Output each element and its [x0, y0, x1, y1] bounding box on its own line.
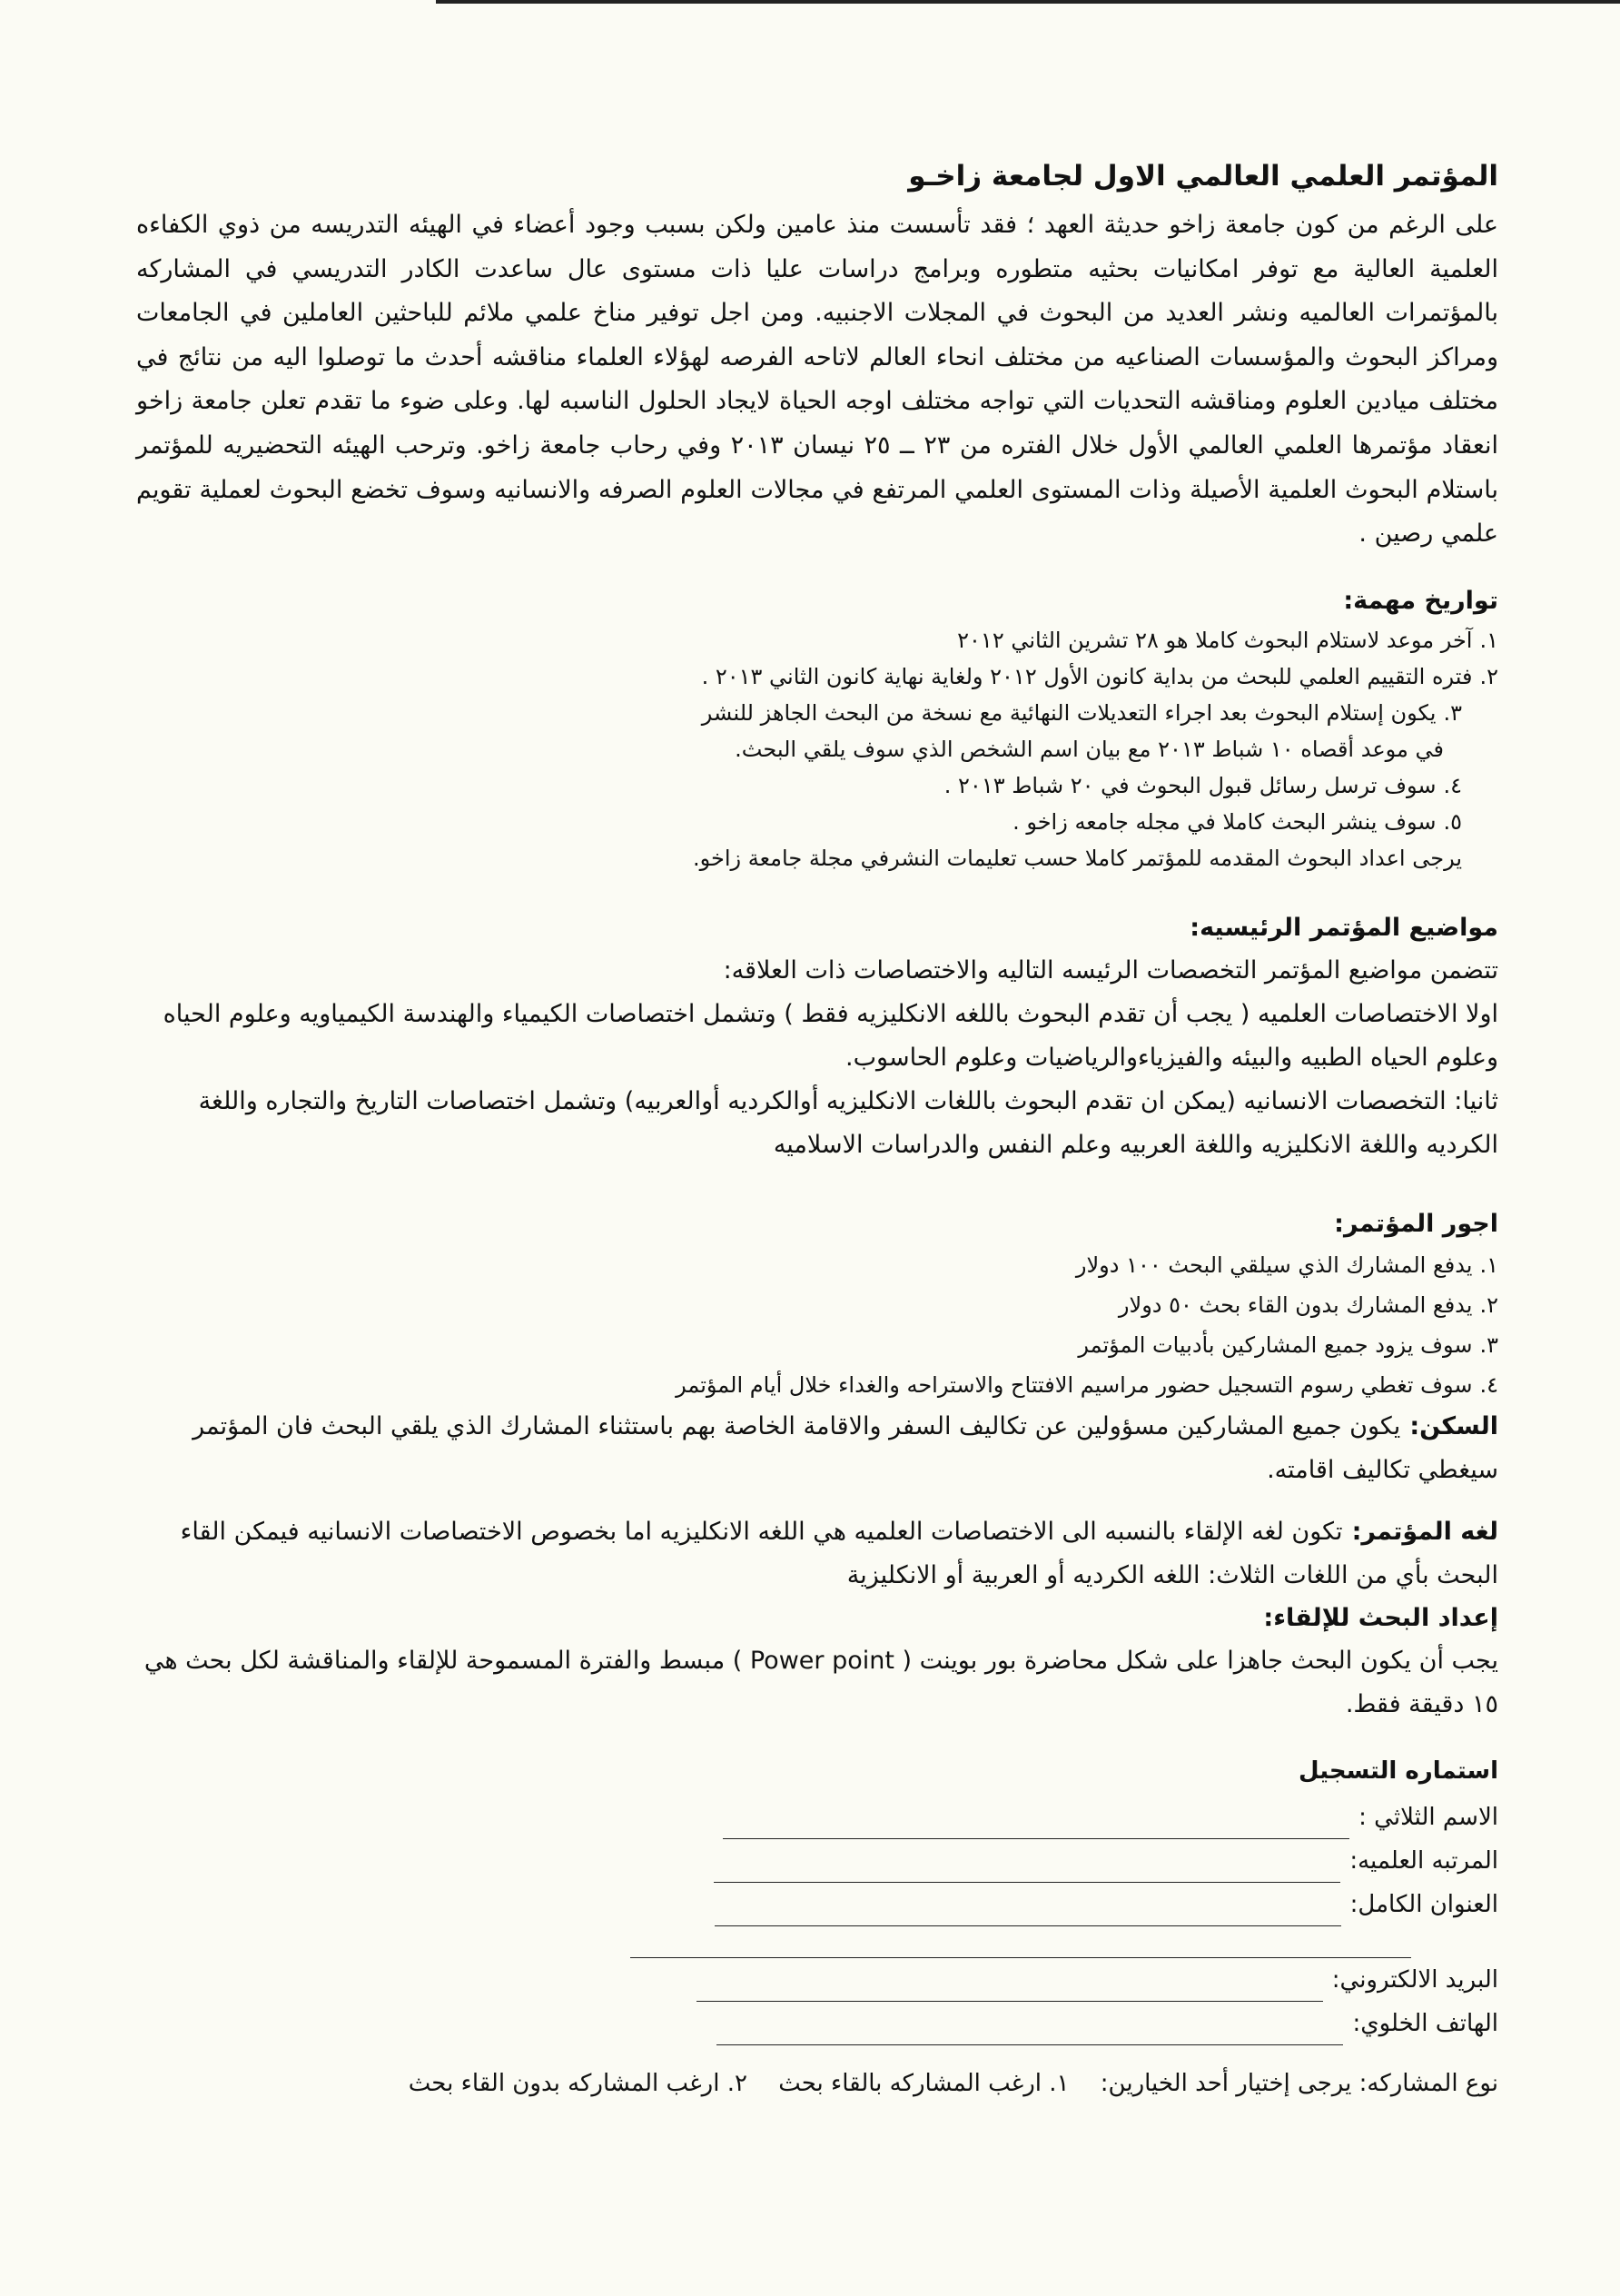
list-item: ٢.فتره التقييم العلمي للبحث من بداية كانون الأول ٢٠١٢ ولغاية نهاية كانون الثاني ٢٠١٣ . — [701, 663, 1498, 689]
name-row — [136, 1796, 1498, 1839]
topics-second: ثانيا: التخصصات الانسانيه (يمكن ان تقدم البحوث باللغات الانكليزيه أوالكرديه أوالعربيه) وتشمل اختصاصات التاريخ والتجاره واللغة الكرديه واللغة الانكليزيه واللغة العربيه وعلم النفس والدراسات الاسلاميه — [198, 1086, 1498, 1159]
participation-option-2[interactable]: ٢. ارغب المشاركه بدون القاء بحث — [408, 2069, 747, 2097]
list-item: ٤.سوف ترسل رسائل قبول البحوث في ٢٠ شباط ٢٠١٣ . — [943, 772, 1462, 798]
phone-field[interactable] — [716, 2014, 1343, 2045]
list-item-continuation: في موعد أقصاه ١٠ شباط ٢٠١٣ مع بيان اسم الشخص الذي سوف يلقي البحث. — [735, 736, 1444, 762]
list-item: ٣.سوف يزود جميع المشاركين بأدبيات المؤتمر — [1078, 1331, 1498, 1358]
preparation-text: يجب أن يكون البحث جاهزا على شكل محاضرة بور بوينت ( Power point ) مبسط والفترة المسموحة للإلقاء والمناقشة لكل بحث هي ١٥ دقيقة فقط. — [143, 1646, 1498, 1718]
form-heading: استماره التسجيل — [1299, 1757, 1498, 1785]
preparation-heading: إعداد البحث للإلقاء: — [1263, 1603, 1498, 1632]
address-field-line-2[interactable] — [630, 1926, 1411, 1958]
email-label: البريد الالكتروني: — [1331, 1965, 1498, 1994]
page-title: المؤتمر العلمي العالمي الاول لجامعة زاخـو — [908, 160, 1498, 193]
list-item: ٣.يكون إستلام البحوث بعد اجراء التعديلات النهائية مع نسخة من البحث الجاهز للنشر — [701, 699, 1462, 726]
name-field[interactable] — [723, 1807, 1349, 1839]
list-item: ١.يدفع المشارك الذي سيلقي البحث ١٠٠ دولار — [1075, 1252, 1498, 1278]
list-item: ٥.سوف ينشر البحث كاملا في مجله جامعه زاخو . — [1012, 808, 1462, 835]
address-field[interactable] — [715, 1895, 1341, 1926]
list-item: ٢.يدفع المشارك بدون القاء بحث ٥٠ دولار — [1118, 1292, 1498, 1318]
document-page — [136, 154, 1498, 2105]
name-label: الاسم الثلاثي : — [1358, 1803, 1498, 1831]
rank-label: المرتبه العلميه: — [1349, 1846, 1498, 1875]
rank-field[interactable] — [714, 1851, 1340, 1883]
participation-option-1[interactable]: ١. ارغب المشاركه بالقاء بحث — [778, 2069, 1070, 2097]
housing-heading: السكن: — [1409, 1411, 1498, 1440]
list-item: ١.آخر موعد لاستلام البحوث كاملا هو ٢٨ تشرين الثاني ٢٠١٢ — [957, 627, 1498, 653]
intro-paragraph: على الرغم من كون جامعة زاخو حديثة العهد ؛ فقد تأسست منذ عامين ولكن بسبب وجود أعضاء في الهيئه التدريسه من ذوي الكفاءه العلمية العالية مع توفر امكانيات بحثيه متطوره وبرامج دراسات عليا ذات مستوى عال ساعدت الكادر التدريسي في المشاركه بالمؤتمرات العالميه ونشر العديد من البحوث في المجلات الاجنبيه. ومن اجل توفير مناخ علمي ملائم للباحثين العاملين في الجامعات ومراكز البحوث والمؤسسات الصناعيه من مختلف انحاء العالم لاتاحه الفرصه لهؤلاء العلماء مناقشه أحدث ما توصلوا اليه من نتائج في مختلف ميادين العلوم ومناقشه التحديات التي تواجه مختلف اوجه الحياة لايجاد الحلول الناسبه لها. وعلى ضوء ما تقدم تعلن جامعة زاخو انعقاد مؤتمرها العلمي العالمي الأول خلال الفتره من ٢٣ ــ ٢٥ نيسان ٢٠١٣ وفي رحاب جامعة زاخو. وترحب الهيئه التحضيريه للمؤتمر باستلام البحوث العلمية الأصيلة وذات المستوى العلمي المرتفع في مجالات العلوم الصرفه والانسانيه وسوف تخضع البحوث لعملية تقويم علمي رصين . — [136, 211, 1498, 549]
dates-list — [136, 622, 1498, 876]
housing-paragraph: السكن:يكون جميع المشاركين مسؤولين عن تكاليف السفر والاقامة الخاصة بهم باستثناء المشارك الذي يلقي البحث فان المؤتمر سيغطي تكاليف اقامته. — [193, 1411, 1498, 1484]
topics-first: اولا الاختصاصات العلميه ( يجب أن تقدم البحوث باللغه الانكليزيه فقط ) وتشمل اختصاصات الكيمياء والهندسة الكيمياويه وعلوم الحياه وعلوم الحياه الطبيه والبيئه والفيزياءوالرياضيات وعلوم الحاسوب. — [163, 999, 1498, 1072]
email-row — [136, 1958, 1498, 2002]
dates-note: يرجى اعداد البحوث المقدمه للمؤتمر كاملا حسب تعليمات النشرفي مجلة جامعة زاخو. — [692, 845, 1462, 871]
address-row-2 — [136, 1926, 1498, 1958]
dates-heading: تواريخ مهمة: — [1343, 586, 1498, 615]
participation-label: نوع المشاركه: يرجى إختيار أحد الخيارين: — [1100, 2069, 1498, 2097]
phone-label: الهاتف الخلوي: — [1352, 2009, 1498, 2037]
address-row — [136, 1883, 1498, 1926]
language-paragraph: لغه المؤتمر:تكون لغه الإلقاء بالنسبه الى الاختصاصات العلميه هي اللغه الانكليزيه اما بخصوص الاختصاصات الانسانيه فيمكن القاء البحث بأي من اللغات الثلاث: اللغه الكرديه أو العربية أو الانكليزية — [180, 1517, 1498, 1589]
language-heading: لغه المؤتمر: — [1351, 1517, 1498, 1546]
fees-heading: اجور المؤتمر: — [1334, 1209, 1498, 1238]
list-item: ٤.سوف تغطي رسوم التسجيل حضور مراسيم الافتتاح والاستراحه والغداء خلال أيام المؤتمر — [676, 1371, 1498, 1398]
top-border-line — [436, 0, 1620, 4]
registration-form — [136, 1750, 1498, 2105]
topics-heading: مواضيع المؤتمر الرئيسيه: — [1190, 913, 1498, 942]
phone-row — [136, 2002, 1498, 2045]
address-label: العنوان الكامل: — [1349, 1890, 1498, 1918]
rank-row — [136, 1839, 1498, 1883]
participation-row — [136, 2062, 1498, 2105]
topics-intro: تتضمن مواضيع المؤتمر التخصصات الرئيسه التاليه والاختصاصات ذات العلاقه: — [723, 955, 1498, 985]
email-field[interactable] — [696, 1970, 1323, 2002]
